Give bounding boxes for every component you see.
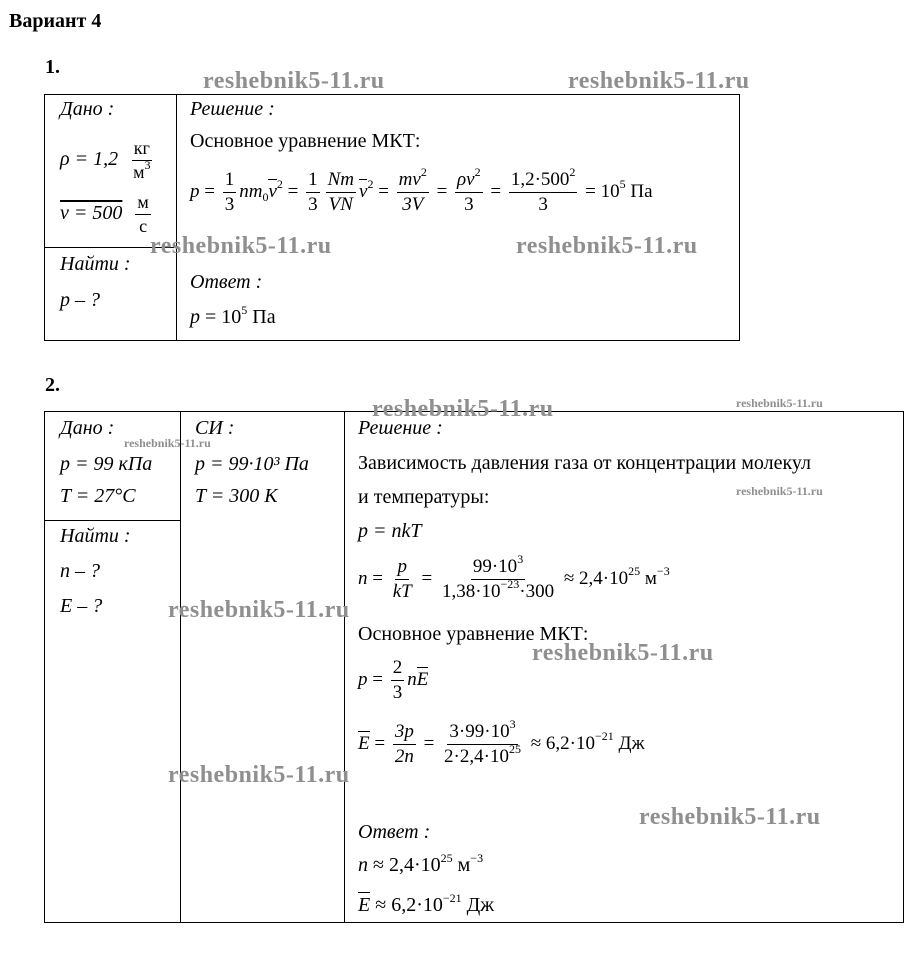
problem2-dependence-line1: Зависимость давления газа от концентрации молекул	[358, 452, 811, 474]
problem1-formula: p = $\frac{1}{3}$ $nm_0v^2$ = $\frac{1}{3}$ $\frac{Nm}{VN}$ $v^2$ = $\frac{mv^2}{3V}$ = $\frac{\rho v^2}{3}$ = $\frac{1,2\cdot 500^2}{3}$ = $10^5$ Па	[190, 165, 653, 215]
watermark: reshebnik5-11.ru	[168, 762, 350, 788]
problem2-eq2: n = $\frac{p}{kT}$ = $\frac{99\cdot 10^3}{1,38\cdot 10^{-23}\cdot 300}$ ≈ $2,4\cdot 10^{25}$ $м^{-3}$	[358, 552, 670, 602]
problem1-law: Основное уравнение МКТ:	[190, 130, 421, 152]
watermark: reshebnik5-11.ru	[372, 396, 554, 422]
problem2-answer1: $n \approx 2,4\cdot 10^{25}$ $м^{-3}$	[358, 851, 484, 876]
problem2-answer-label: Ответ :	[358, 821, 431, 843]
problem1-answer-label: Ответ :	[190, 271, 263, 293]
watermark: reshebnik5-11.ru	[736, 484, 823, 498]
problem2-divider-si	[344, 411, 345, 923]
problem1-find-value: p – ?	[60, 289, 100, 311]
problem1-given-v: v = 500 $\frac{м}{с}$	[60, 192, 149, 236]
watermark: reshebnik5-11.ru	[639, 804, 821, 830]
problem1-solution-label: Решение :	[190, 98, 275, 120]
watermark: reshebnik5-11.ru	[568, 68, 750, 94]
problem2-eq1: p = nkT	[358, 520, 422, 542]
watermark: reshebnik5-11.ru	[532, 640, 714, 666]
watermark: reshebnik5-11.ru	[150, 233, 332, 259]
problem2-eq4: E = $\frac{3p}{2n}$ = $\frac{3\cdot 99\cdot 10^3}{2\cdot 2,4\cdot 10^{25}}$ ≈ $6,2\cdot 10^{-21}$ Дж	[358, 717, 645, 767]
problem2-si-item: T = 300 К	[195, 485, 278, 507]
problem2-find-label: Найти :	[60, 525, 131, 547]
problem1-given-label: Дано :	[60, 98, 115, 120]
problem2-eq3: p = $\frac{2}{3}$ nE	[358, 657, 429, 703]
problem2-given-item: T = 27°C	[60, 485, 136, 507]
problem2-find-item: n – ?	[60, 560, 100, 582]
variant-title: Вариант 4	[9, 10, 102, 32]
problem1-divider-vertical	[176, 94, 177, 341]
problem2-solution-label: Решение :	[358, 417, 443, 439]
watermark: reshebnik5-11.ru	[736, 396, 823, 410]
problem2-answer2: $E \approx 6,2\cdot 10^{-21}$ Дж	[358, 891, 495, 916]
watermark: reshebnik5-11.ru	[168, 597, 350, 623]
problem1-answer: $p = 10^5$ Па	[190, 303, 276, 328]
problem2-si-label: СИ :	[195, 417, 235, 439]
problem1-given-rho: ρ = 1,2 $\frac{кг}{м^3}$	[60, 138, 151, 182]
problem1-find-label: Найти :	[60, 253, 131, 275]
problem2-number: 2.	[45, 374, 60, 396]
watermark: reshebnik5-11.ru	[516, 233, 698, 259]
watermark: reshebnik5-11.ru	[124, 436, 211, 450]
problem2-law: Основное уравнение МКТ:	[358, 623, 589, 645]
problem2-given-label: Дано :	[60, 417, 115, 439]
problem2-dependence-line2: и температуры:	[358, 486, 490, 508]
problem2-divider-horizontal	[44, 520, 181, 521]
problem2-given-item: p = 99 кПа	[60, 453, 153, 475]
problem2-divider-given	[180, 411, 181, 923]
watermark: reshebnik5-11.ru	[203, 68, 385, 94]
problem2-find-item: E – ?	[60, 595, 103, 617]
problem2-si-item: p = 99·10³ Па	[195, 453, 309, 475]
problem1-number: 1.	[45, 56, 60, 78]
